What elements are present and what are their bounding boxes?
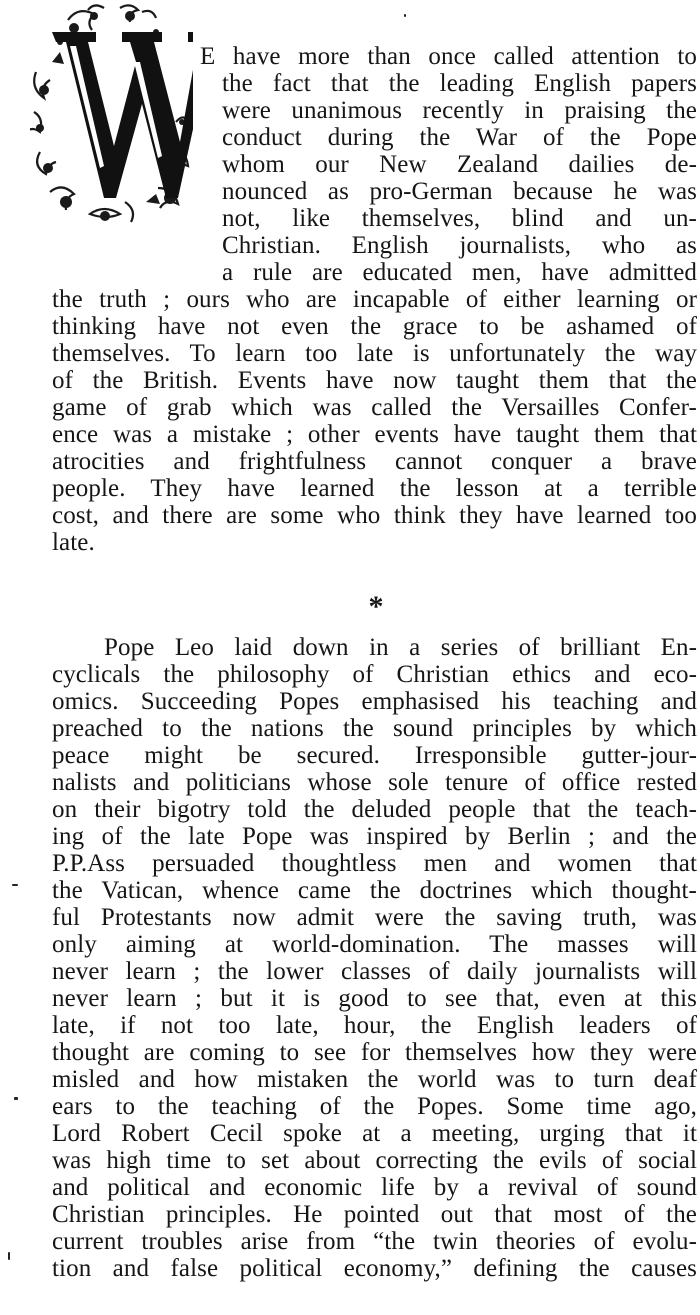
text-line: atrocities and frightfulness cannot conquer a brave	[52, 448, 697, 475]
text-line: of the British. Events have now taught them that the	[52, 367, 697, 394]
text-line: the truth ; ours who are incapable of either learning or	[52, 286, 697, 313]
text-line: Christian. English journalists, who as	[222, 232, 697, 259]
text-line: Christian principles. He pointed out that most of the	[52, 1201, 697, 1228]
text-line: Pope Leo laid down in a series of brilliant En-	[104, 634, 697, 661]
text-line: was high time to set about correcting the evils of social	[52, 1147, 697, 1174]
text-line: nalists and politicians whose sole tenure of office rested	[52, 769, 697, 796]
text-line: nounced as pro-German because he was	[222, 178, 697, 205]
text-line: ful Protestants now admit were the saving truth, was	[52, 904, 697, 931]
text-line: preached to the nations the sound principles by which	[52, 715, 697, 742]
text-line: tion and false political economy,” defining the causes	[52, 1255, 697, 1282]
text-line: ears to the teaching of the Popes. Some time ago,	[52, 1093, 697, 1120]
section-separator-asterisk: *	[368, 590, 384, 623]
text-line: cyclicals the philosophy of Christian ethics and eco-	[52, 661, 697, 688]
text-line: misled and how mistaken the world was to turn deaf	[52, 1066, 697, 1093]
text-line: people. They have learned the lesson at a terrible	[52, 475, 697, 502]
text-line: whom our New Zealand dailies de-	[222, 151, 697, 178]
text-line: cost, and there are some who think they have learned too	[52, 502, 697, 529]
text-line: on their bigotry told the deluded people that the teach-	[52, 796, 697, 823]
text-line: peace might be secured. Irresponsible gutter-jour-	[52, 742, 697, 769]
text-line: E have more than once called attention to	[200, 43, 697, 70]
scan-speck	[404, 14, 406, 17]
text-line: never learn ; the lower classes of daily journalists will	[52, 958, 697, 985]
text-line: thinking have not even the grace to be ashamed of	[52, 313, 697, 340]
text-line: conduct during the War of the Pope	[222, 124, 697, 151]
text-line: current troubles arise from “the twin theories of evolu-	[52, 1228, 697, 1255]
text-line: not, like themselves, blind and un-	[222, 205, 697, 232]
text-line: late, if not too late, hour, the English leaders of	[52, 1012, 697, 1039]
text-line: the fact that the leading English papers	[222, 70, 697, 97]
text-line: ence was a mistake ; other events have taught them that	[52, 421, 697, 448]
text-line: game of grab which was called the Versailles Confer-	[52, 394, 697, 421]
text-line: Lord Robert Cecil spoke at a meeting, urging that it	[52, 1120, 697, 1147]
text-line: never learn ; but it is good to see that, even at this	[52, 985, 697, 1012]
scan-speck	[8, 1252, 10, 1260]
text-line: omics. Succeeding Popes emphasised his teaching and	[52, 688, 697, 715]
text-line: the Vatican, whence came the doctrines which thought-	[52, 877, 697, 904]
text-line: late.	[52, 529, 95, 556]
text-line: a rule are educated men, have admitted	[222, 259, 697, 286]
scan-speck	[14, 1097, 18, 1100]
text-line: only aiming at world-domination. The masses will	[52, 931, 697, 958]
text-line: were unanimous recently in praising the	[222, 97, 697, 124]
scan-speck	[12, 884, 18, 886]
text-line: ing of the late Pope was inspired by Berlin ; and the	[52, 823, 697, 850]
text-line: and political and economic life by a revival of sound	[52, 1174, 697, 1201]
text-line: P.P.Ass persuaded thoughtless men and women that	[52, 850, 697, 877]
text-line: thought are coming to see for themselves how they were	[52, 1039, 697, 1066]
text-line: themselves. To learn too late is unfortunately the way	[52, 340, 697, 367]
ornamental-drop-cap-w-icon	[30, 2, 193, 228]
